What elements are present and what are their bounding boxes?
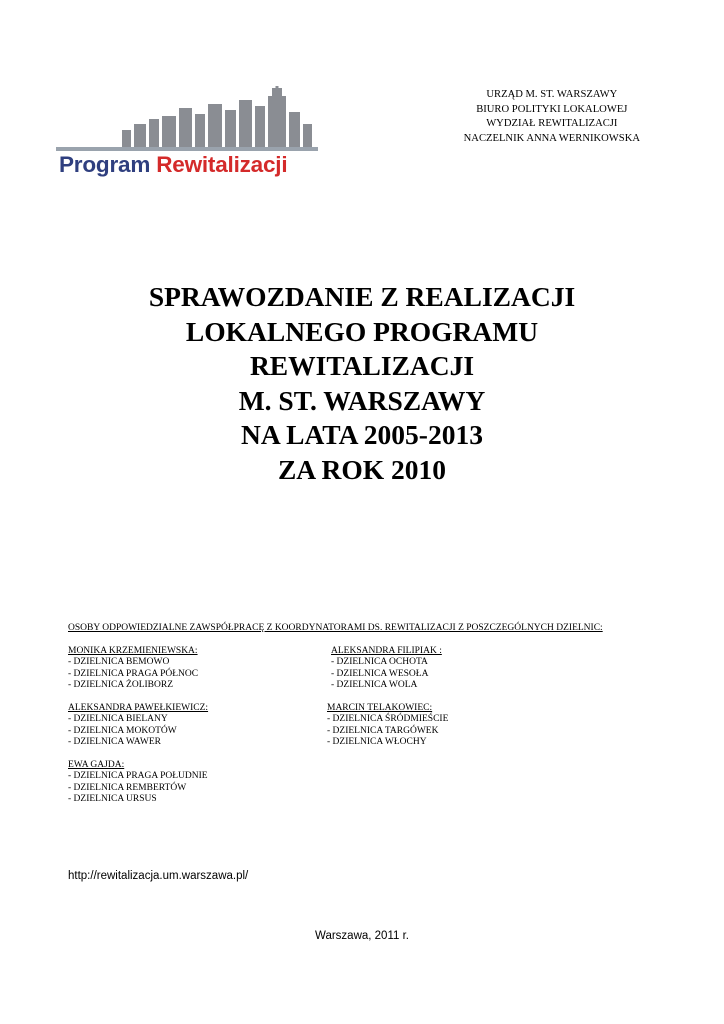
- office-line: URZĄD M. ST. WARSZAWY: [486, 89, 618, 100]
- logo-word-program: Program: [59, 152, 151, 177]
- title-line: REWITALIZACJI: [249, 350, 475, 382]
- coordinator-block: [68, 703, 208, 749]
- district-item: - DZIELNICA ŚRÓDMIEŚCIE: [327, 714, 449, 725]
- coordinator-name: EWA GAJDA:: [68, 760, 125, 770]
- district-item: - DZIELNICA ŻOLIBORZ: [68, 680, 174, 691]
- title-line: M. ST. WARSZAWY: [238, 384, 486, 416]
- coordinator-name: ALEKSANDRA PAWEŁKIEWICZ:: [68, 703, 209, 713]
- office-line: WYDZIAŁ REWITALIZACJI: [486, 118, 618, 129]
- coordinator-name: MONIKA KRZEMIENIEWSKA:: [68, 646, 198, 656]
- logo-text: [59, 152, 287, 178]
- title-line: SPRAWOZDANIE Z REALIZACJI: [148, 281, 576, 312]
- city-skyline-icon: [56, 86, 318, 152]
- district-item: - DZIELNICA OCHOTA: [331, 657, 428, 668]
- coordinator-block: [327, 703, 448, 749]
- website-url: http://rewitalizacja.um.warszawa.pl/: [68, 870, 249, 882]
- district-item: - DZIELNICA REMBERTÓW: [68, 782, 187, 793]
- office-line: BIURO POLITYKI LOKALOWEJ: [476, 103, 628, 115]
- logo-word-rewitalizacji: Rewitalizacji: [156, 152, 288, 177]
- district-item: - DZIELNICA WAWER: [68, 737, 161, 748]
- district-item: - DZIELNICA TARGÓWEK: [327, 725, 439, 736]
- district-item: - DZIELNICA URSUS: [68, 794, 157, 805]
- district-item: - DZIELNICA WESOŁA: [331, 668, 429, 679]
- coordinators-header: OSOBY ODPOWIEDZIALNE ZAWSPÓŁPRACĘ Z KOORDYNATORAMI DS. REWITALIZACJI Z POSZCZEGÓLNYCH DZIELNIC:: [68, 623, 603, 633]
- program-rewitalizacji-logo: [56, 86, 318, 178]
- district-item: - DZIELNICA BIELANY: [68, 714, 168, 725]
- coordinator-block: [68, 646, 198, 692]
- district-item: - DZIELNICA WOLA: [331, 680, 418, 691]
- title-line: LOKALNEGO PROGRAMU: [185, 315, 539, 347]
- district-item: - DZIELNICA BEMOWO: [68, 657, 170, 668]
- district-item: - DZIELNICA WŁOCHY: [327, 737, 427, 748]
- place-date-footer: Warszawa, 2011 r.: [315, 930, 409, 942]
- title-line: ZA ROK 2010: [277, 453, 447, 485]
- district-item: - DZIELNICA PRAGA PÓŁNOC: [68, 668, 199, 679]
- coordinator-name: ALEKSANDRA FILIPIAK :: [331, 646, 442, 656]
- district-item: - DZIELNICA MOKOTÓW: [68, 725, 177, 736]
- district-item: - DZIELNICA PRAGA POŁUDNIE: [68, 771, 208, 782]
- report-title: [0, 280, 724, 488]
- office-header: [464, 88, 640, 146]
- office-line: NACZELNIK ANNA WERNIKOWSKA: [463, 132, 640, 144]
- title-line: NA LATA 2005-2013: [241, 419, 483, 451]
- coordinator-block: [331, 646, 442, 692]
- coordinator-name: MARCIN TELAKOWIEC:: [327, 703, 433, 713]
- coordinator-block: [68, 760, 208, 806]
